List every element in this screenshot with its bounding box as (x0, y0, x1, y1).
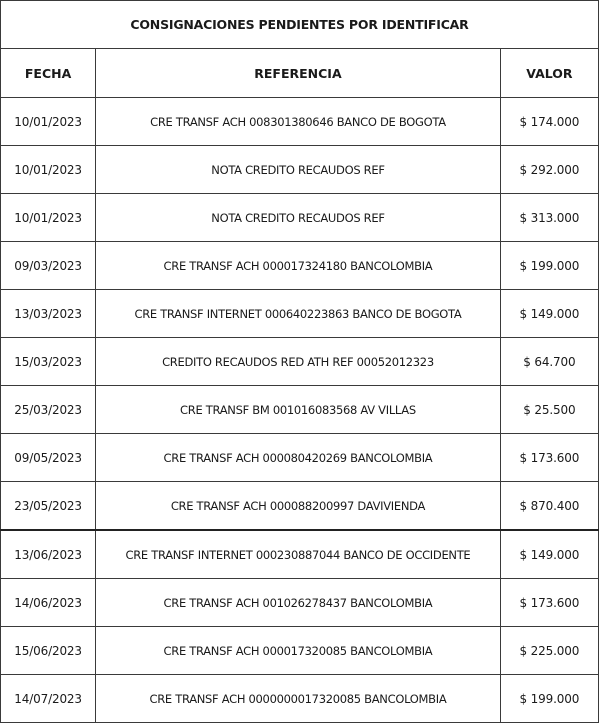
cell-valor: $ 225.000 (500, 627, 598, 675)
cell-fecha: 25/03/2023 (1, 386, 96, 434)
cell-fecha: 10/01/2023 (1, 146, 96, 194)
cell-fecha: 14/07/2023 (1, 675, 96, 723)
cell-fecha: 23/05/2023 (1, 482, 96, 531)
cell-valor: $ 64.700 (500, 338, 598, 386)
cell-referencia: NOTA CREDITO RECAUDOS REF (96, 146, 501, 194)
cell-valor: $ 173.600 (500, 579, 598, 627)
table-row (1, 146, 599, 194)
cell-fecha: 09/05/2023 (1, 434, 96, 482)
cell-valor: $ 870.400 (500, 482, 598, 531)
table-body (1, 98, 599, 723)
cell-referencia: CRE TRANSF ACH 000017320085 BANCOLOMBIA (96, 627, 501, 675)
table-row (1, 482, 599, 531)
table-row (1, 98, 599, 146)
table-row (1, 338, 599, 386)
cell-referencia: CREDITO RECAUDOS RED ATH REF 00052012323 (96, 338, 501, 386)
cell-valor: $ 313.000 (500, 194, 598, 242)
table-row (1, 290, 599, 338)
cell-referencia: CRE TRANSF INTERNET 000230887044 BANCO DE OCCIDENTE (96, 530, 501, 579)
cell-fecha: 15/03/2023 (1, 338, 96, 386)
table-row (1, 434, 599, 482)
table-row (1, 675, 599, 723)
cell-valor: $ 199.000 (500, 675, 598, 723)
cell-fecha: 10/01/2023 (1, 98, 96, 146)
table-row (1, 194, 599, 242)
cell-referencia: NOTA CREDITO RECAUDOS REF (96, 194, 501, 242)
cell-referencia: CRE TRANSF ACH 008301380646 BANCO DE BOGOTA (96, 98, 501, 146)
table-row (1, 242, 599, 290)
cell-fecha: 15/06/2023 (1, 627, 96, 675)
cell-referencia: CRE TRANSF BM 001016083568 AV VILLAS (96, 386, 501, 434)
table-row (1, 579, 599, 627)
cell-valor: $ 174.000 (500, 98, 598, 146)
cell-fecha: 14/06/2023 (1, 579, 96, 627)
cell-referencia: CRE TRANSF ACH 000080420269 BANCOLOMBIA (96, 434, 501, 482)
table-row (1, 530, 599, 579)
cell-referencia: CRE TRANSF ACH 000017324180 BANCOLOMBIA (96, 242, 501, 290)
table-row (1, 627, 599, 675)
cell-fecha: 13/06/2023 (1, 530, 96, 579)
cell-fecha: 09/03/2023 (1, 242, 96, 290)
cell-fecha: 13/03/2023 (1, 290, 96, 338)
cell-valor: $ 292.000 (500, 146, 598, 194)
header-fecha: FECHA (1, 49, 96, 98)
cell-referencia: CRE TRANSF ACH 001026278437 BANCOLOMBIA (96, 579, 501, 627)
cell-valor: $ 199.000 (500, 242, 598, 290)
cell-valor: $ 173.600 (500, 434, 598, 482)
cell-valor: $ 149.000 (500, 530, 598, 579)
table-title: CONSIGNACIONES PENDIENTES POR IDENTIFICAR (1, 1, 599, 49)
table-row (1, 386, 599, 434)
cell-referencia: CRE TRANSF ACH 0000000017320085 BANCOLOMBIA (96, 675, 501, 723)
cell-valor: $ 149.000 (500, 290, 598, 338)
cell-referencia: CRE TRANSF ACH 000088200997 DAVIVIENDA (96, 482, 501, 531)
cell-fecha: 10/01/2023 (1, 194, 96, 242)
header-referencia: REFERENCIA (96, 49, 501, 98)
header-valor: VALOR (500, 49, 598, 98)
cell-referencia: CRE TRANSF INTERNET 000640223863 BANCO DE BOGOTA (96, 290, 501, 338)
cell-valor: $ 25.500 (500, 386, 598, 434)
